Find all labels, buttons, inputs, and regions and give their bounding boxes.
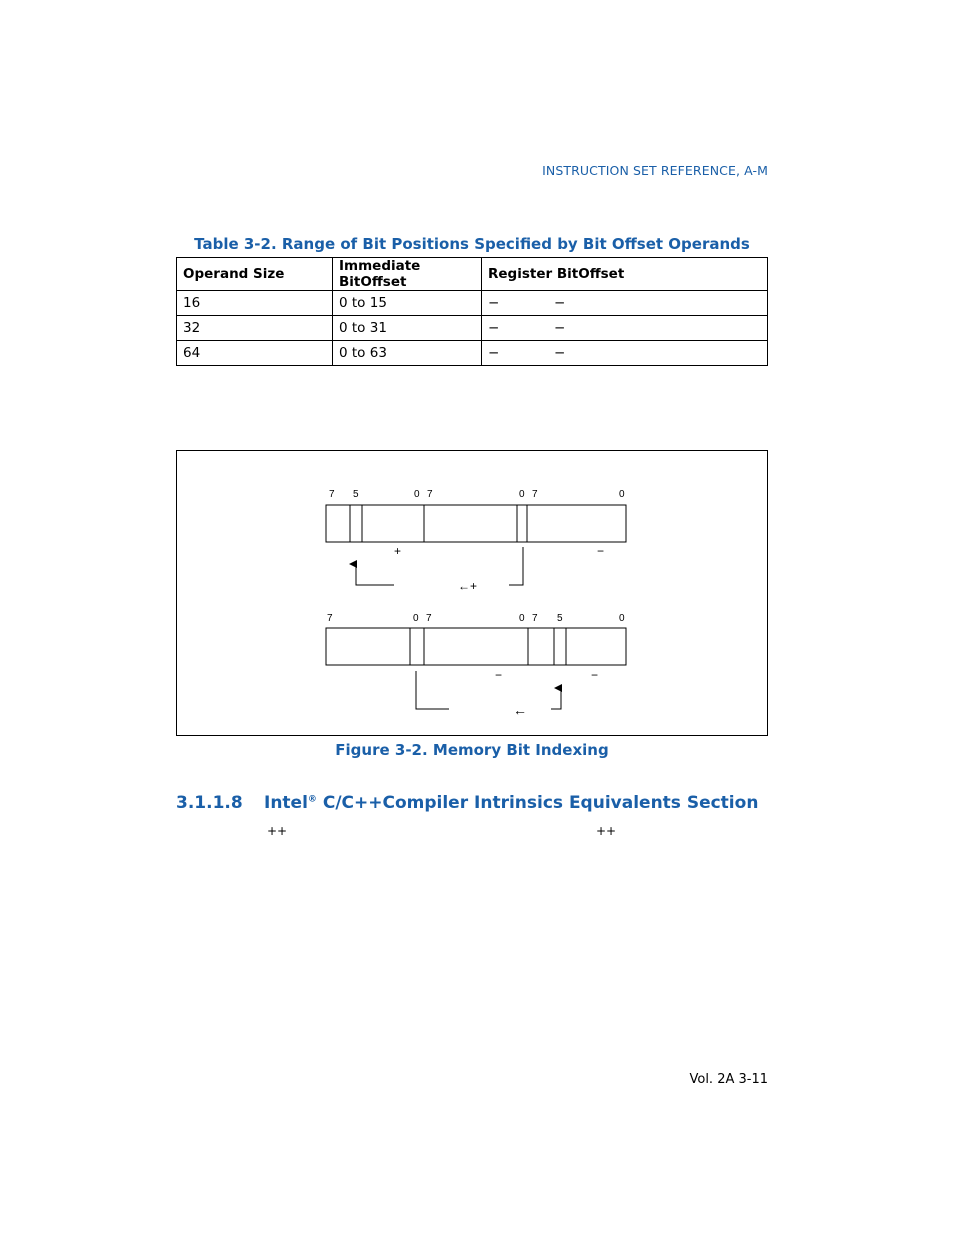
section-number: 3.1.1.8 <box>176 793 243 813</box>
register-high-bound: − <box>554 295 566 311</box>
cell-register <box>482 341 768 366</box>
bottom-bit-label: 5 <box>557 613 563 624</box>
bottom-bit-label: 7 <box>426 613 432 624</box>
cell-immediate: 0 to 63 <box>333 341 482 366</box>
bottom-bit-label: 0 <box>413 613 419 624</box>
bottom-bit-label: 0 <box>519 613 525 624</box>
column-header-operand-size: Operand Size <box>177 258 333 291</box>
register-low-bound: − <box>488 345 500 361</box>
cell-register <box>482 291 768 316</box>
top-bit-label: 7 <box>532 489 538 500</box>
top-bit-label: 7 <box>329 489 335 500</box>
register-low-bound: − <box>488 320 500 336</box>
memory-bit-diagram <box>177 451 769 737</box>
top-bit-label: 0 <box>414 489 420 500</box>
running-header: INSTRUCTION SET REFERENCE, A-M <box>542 163 768 178</box>
top-bit-label: 7 <box>427 489 433 500</box>
cell-operand-size: 64 <box>177 341 333 366</box>
section-heading <box>176 793 758 813</box>
top-bit-pointer-arrow <box>356 564 394 585</box>
top-bit-label: 5 <box>353 489 359 500</box>
bottom-bit-pointer-arrow <box>551 688 561 709</box>
bit-offset-table <box>176 257 768 366</box>
table-caption: Table 3-2. Range of Bit Positions Specified by Bit Offset Operands <box>194 235 750 253</box>
register-high-bound: − <box>554 320 566 336</box>
table-row <box>177 341 768 366</box>
bottom-minus-sign-right: − <box>591 668 599 682</box>
register-low-bound: − <box>488 295 500 311</box>
bottom-offset-bracket <box>416 671 449 709</box>
cpp-symbol-left: ++ <box>267 824 288 838</box>
column-header-immediate: Immediate BitOffset <box>333 258 482 291</box>
column-header-register: Register BitOffset <box>482 258 768 291</box>
register-high-bound: − <box>554 345 566 361</box>
top-bit-label: 0 <box>519 489 525 500</box>
table-row <box>177 316 768 341</box>
top-direction-glyph: ←+ <box>458 579 478 593</box>
cpp-symbol-right: ++ <box>596 824 617 838</box>
section-title-part2: C/C++Compiler Intrinsics Equivalents Section <box>316 793 759 813</box>
section-title-part1: Intel <box>264 793 308 813</box>
top-plus-sign: + <box>394 544 402 558</box>
bottom-bit-label: 0 <box>619 613 625 624</box>
table-header-row <box>177 258 768 291</box>
cell-immediate: 0 to 15 <box>333 291 482 316</box>
cell-operand-size: 16 <box>177 291 333 316</box>
cell-operand-size: 32 <box>177 316 333 341</box>
top-offset-bracket <box>509 547 523 585</box>
memory-bit-indexing-figure <box>176 450 768 736</box>
top-minus-sign: − <box>597 544 605 558</box>
bottom-bit-label: 7 <box>327 613 333 624</box>
cell-register <box>482 316 768 341</box>
bottom-memory-bytes <box>326 628 626 665</box>
top-memory-bytes <box>326 505 626 542</box>
table-row <box>177 291 768 316</box>
top-bit-label: 0 <box>619 489 625 500</box>
bottom-direction-glyph: ← <box>513 702 527 718</box>
cell-immediate: 0 to 31 <box>333 316 482 341</box>
figure-caption: Figure 3-2. Memory Bit Indexing <box>335 741 609 759</box>
bottom-bit-label: 7 <box>532 613 538 624</box>
registered-mark: ® <box>307 794 317 805</box>
page-footer: Vol. 2A 3-11 <box>689 1072 768 1087</box>
bottom-minus-sign-left: − <box>495 668 503 682</box>
